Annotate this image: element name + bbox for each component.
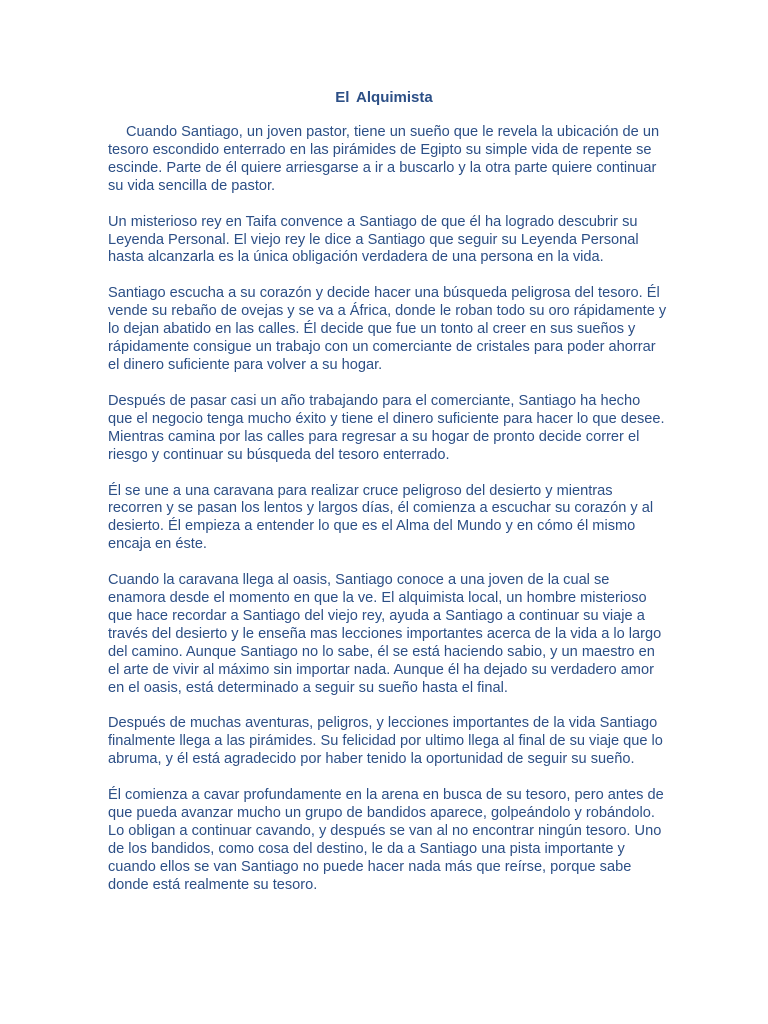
paragraph-6: Cuando la caravana llega al oasis, Santiago conoce a una joven de la cual se enamora desde el momento en que la ve. El alquimista local, un hombre misterioso que hace recordar a Santiago del viejo rey, ayuda a Santiago a continuar su viaje a través del desierto y le enseña mas lecciones importantes acerca de la vida a lo largo del camino. Aunque Santiago no lo sabe, él se está haciendo sabio, y un maestro en el arte de vivir al máximo sin importar nada. Aunque él ha dejado su verdadero amor en el oasis, está determinado a seguir su sueño hasta el final. bbox=[108, 572, 662, 696]
paragraph-1: Cuando Santiago, un joven pastor, tiene un sueño que le revela la ubicación de un tesoro escondido enterrado en las pirámides de Egipto su simple vida de repente se escinde. Parte de él quiere arriesgarse a ir a buscarlo y la otra parte quiere continuar su vida sencilla de pastor. bbox=[108, 124, 660, 194]
paragraph-2: Un misterioso rey en Taifa convence a Santiago de que él ha logrado descubrir su Leyenda Personal. El viejo rey le dice a Santiago que seguir su Leyenda Personal hasta alcanzarla es la única obligación verdadera de una persona en la vida. bbox=[108, 213, 639, 266]
paragraph-4: Después de pasar casi un año trabajando para el comerciante, Santiago ha hecho que el negocio tenga mucho éxito y tiene el dinero suficiente para hacer lo que desee. Mientras camina por las calles para regresar a su hogar de pronto decide correr el riesgo y continuar su búsqueda del tesoro enterrado. bbox=[108, 392, 665, 463]
paragraph-7: Después de muchas aventuras, peligros, y lecciones importantes de la vida Santiago finalmente llega a las pirámides. Su felicidad por ultimo llega al final de su viaje que lo abruma, y él está agradecido por haber tenido la oportunidad de seguir su sueño. bbox=[108, 715, 663, 768]
document-body bbox=[108, 124, 668, 913]
paragraph-5: Él se une a una caravana para realizar cruce peligroso del desierto y mientras recorren y se pasan los lentos y largos días, él comienza a escuchar su corazón y al desierto. Él empieza a entender lo que es el Alma del Mundo y en cómo él mismo encaja en éste. bbox=[108, 482, 654, 553]
paragraph-3: Santiago escucha a su corazón y decide hacer una búsqueda peligrosa del tesoro. Él vende su rebaño de ovejas y se va a África, donde le roban todo su oro rápidamente y lo dejan abatido en las calles. Él decide que fue un tonto al creer en sus sueños y rápidamente consigue un trabajo con un comerciante de cristales para poder ahorrar el dinero suficiente para volver a su hogar. bbox=[108, 285, 667, 373]
document-title: El Alquimista bbox=[335, 89, 433, 106]
paragraph-8: Él comienza a cavar profundamente en la arena en busca de su tesoro, pero antes de que pueda avanzar mucho un grupo de bandidos aparece, golpeándolo y robándolo. Lo obligan a continuar cavando, y después se van al no encontrar ningún tesoro. Uno de los bandidos, como cosa del destino, le da a Santiago una pista importante y cuando ellos se van Santiago no puede hacer nada más que reírse, porque sabe donde está realmente su tesoro. bbox=[108, 787, 664, 893]
